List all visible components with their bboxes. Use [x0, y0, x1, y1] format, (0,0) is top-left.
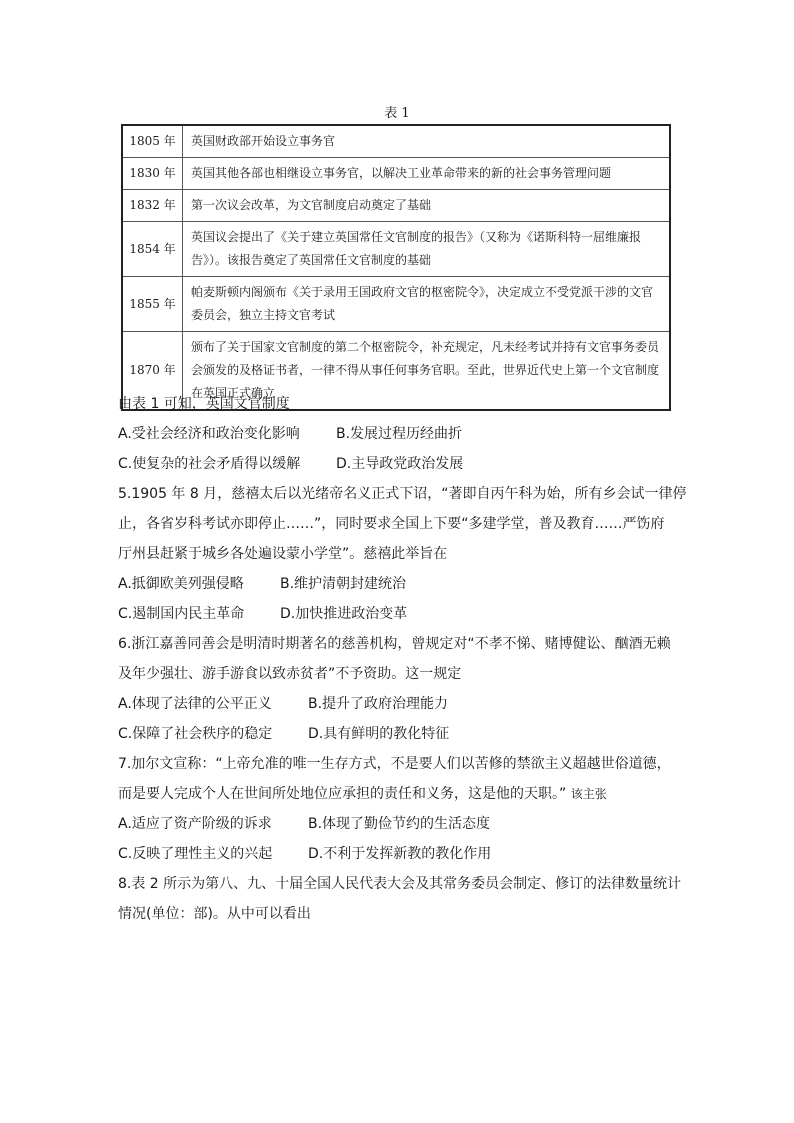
- q6-option-d: D.具有鲜明的教化特征: [308, 726, 450, 742]
- q6-options-row1: [118, 689, 678, 719]
- q7-line-2-text: 而是要人完成个人在世间所处地位应承担的责任和义务，这是他的天职。”: [118, 786, 567, 802]
- q7-line-2: [118, 779, 678, 809]
- q7-option-b: B.体现了勤俭节约的生活态度: [308, 816, 491, 832]
- year-cell: 1805 年: [122, 125, 183, 158]
- q7-option-a: A.适应了资产阶级的诉求: [118, 816, 272, 832]
- event-cell: 英国议会提出了《关于建立英国常任文官制度的报告》（又称为《诺斯科特一屈维廉报告》）。该报告奠定了英国常任文官制度的基础: [183, 222, 671, 277]
- year-cell: 1832 年: [122, 190, 183, 222]
- table1-caption: 表 1: [384, 106, 410, 121]
- q4-options-row1: [118, 419, 678, 449]
- q5-option-b: B.维护清朝封建统治: [280, 576, 407, 592]
- q6-line-1: 6.浙江嘉善同善会是明清时期著名的慈善机构，曾规定对“不孝不悌、赌博健讼、酗酒无赖: [118, 636, 671, 652]
- q6-option-b: B.提升了政府治理能力: [308, 696, 449, 712]
- q4-option-d: D.主导政党政治发展: [336, 456, 464, 472]
- year-cell: 1870 年: [122, 332, 183, 411]
- event-cell: 颁布了关于国家文官制度的第二个枢密院令，补充规定，凡未经考试并持有文官事务委员会颁发的及格证书者，一律不得从事任何事务官职。至此，世界近代史上第一个文官制度在英国正式确立: [183, 332, 671, 411]
- q5-line-2: 止，各省岁科考试亦即停止……”，同时要求全国上下要“多建学堂，普及教育……严饬府: [118, 516, 665, 532]
- year-cell: 1854 年: [122, 222, 183, 277]
- table-row: [122, 125, 670, 158]
- table-row: [122, 158, 670, 190]
- table-row: [122, 190, 670, 222]
- q6-options-row2: [118, 719, 678, 749]
- q6-option-c: C.保障了社会秩序的稳定: [118, 726, 273, 742]
- table-row: [122, 222, 670, 277]
- q7-options-row2: [118, 839, 678, 869]
- q4-option-c: C.使复杂的社会矛盾得以缓解: [118, 456, 301, 472]
- q4-stem: 由表 1 可知，英国文官制度: [118, 396, 290, 412]
- year-cell: 1830 年: [122, 158, 183, 190]
- q7-option-d: D.不利于发挥新教的教化作用: [308, 846, 492, 862]
- table-row: [122, 277, 670, 332]
- q8-line-2: 情况(单位：部)。从中可以看出: [118, 906, 311, 922]
- q4-option-a: A.受社会经济和政治变化影响: [118, 426, 300, 442]
- q5-options-row2: [118, 599, 678, 629]
- q5-option-d: D.加快推进政治变革: [280, 606, 408, 622]
- event-cell: 英国财政部开始设立事务官: [183, 125, 671, 158]
- event-cell: 英国其他各部也相继设立事务官，以解决工业革命带来的新的社会事务管理问题: [183, 158, 671, 190]
- questions: [118, 389, 687, 929]
- q7-option-c: C.反映了理性主义的兴起: [118, 846, 273, 862]
- q7-options-row1: [118, 809, 678, 839]
- q8-line-1: 8.表 2 所示为第八、九、十届全国人民代表大会及其常务委员会制定、修订的法律数量统计: [118, 876, 682, 892]
- q6-option-a: A.体现了法律的公平正义: [118, 696, 272, 712]
- q6-line-2: 及年少强壮、游手游食以致赤贫者”不予资助。这一规定: [118, 666, 462, 682]
- table1: [121, 124, 671, 411]
- q5-line-3: 厅州县赶紧于城乡各处遍设蒙小学堂”。慈禧此举旨在: [118, 546, 448, 562]
- q5-option-a: A.抵御欧美列强侵略: [118, 576, 244, 592]
- q7-line-2-tail: 该主张: [570, 787, 607, 801]
- q5-options-row1: [118, 569, 678, 599]
- event-cell: 第一次议会改革，为文官制度启动奠定了基础: [183, 190, 671, 222]
- q7-line-1: 7.加尔文宣称：“上帝允准的唯一生存方式，不是要人们以苦修的禁欲主义超越世俗道德，: [118, 756, 671, 772]
- year-cell: 1855 年: [122, 277, 183, 332]
- q5-line-1: 5.1905 年 8 月，慈禧太后以光绪帝名义正式下诏，“著即自丙午科为始，所有乡会试一律停: [118, 486, 687, 502]
- event-cell: 帕麦斯顿内阁颁布《关于录用王国政府文官的枢密院令》，决定成立不受党派干涉的文官委员会，独立主持文官考试: [183, 277, 671, 332]
- q4-options-row2: [118, 449, 678, 479]
- q4-option-b: B.发展过程历经曲折: [336, 426, 463, 442]
- q5-option-c: C.遏制国内民主革命: [118, 606, 245, 622]
